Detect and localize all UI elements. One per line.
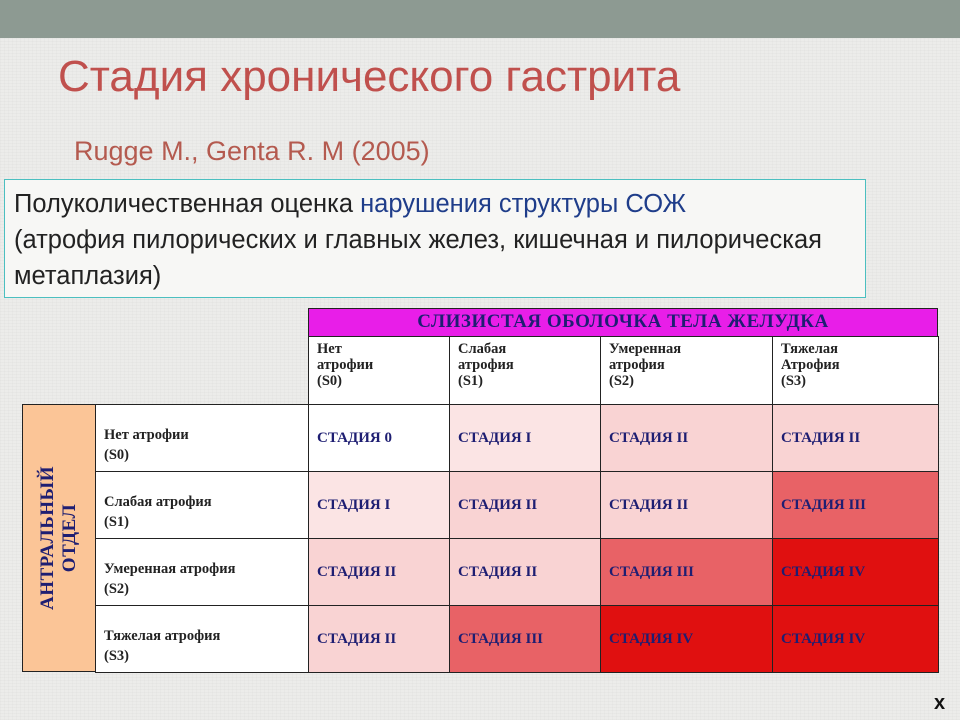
stage-cell: СТАДИЯ I — [308, 471, 450, 539]
row-group-header — [22, 404, 96, 672]
column-header-line1: Нет — [317, 341, 342, 357]
column-header-line2: атрофии — [317, 357, 374, 373]
description-text-part2: (атрофия пилорических и главных желез, кишечная и пилорическая метаплазия) — [14, 226, 822, 290]
column-header-line1: Слабая — [458, 341, 507, 357]
stage-cell: СТАДИЯ II — [600, 404, 773, 472]
row-header-label: Слабая атрофия — [104, 494, 212, 510]
column-header-line2: атрофия — [458, 357, 514, 373]
stage-cell: СТАДИЯ I — [449, 404, 601, 472]
column-header-line2: атрофия — [609, 357, 665, 373]
stage-cell: СТАДИЯ II — [600, 471, 773, 539]
stage-cell: СТАДИЯ II — [308, 538, 450, 606]
row-header-code: (S3) — [104, 648, 129, 664]
column-header-line1: Тяжелая — [781, 341, 838, 357]
row-group-header-line2: ОТДЕЛ — [59, 503, 81, 573]
description-box — [4, 179, 866, 298]
row-group-header-text — [37, 466, 81, 610]
row-header — [95, 605, 309, 673]
column-header-line1: Умеренная — [609, 341, 682, 357]
row-header — [95, 404, 309, 472]
column-header-line2: Атрофия — [781, 357, 840, 373]
column-header-line3: (S1) — [458, 373, 483, 389]
row-header-code: (S2) — [104, 581, 129, 597]
row-header — [95, 538, 309, 606]
stage-cell: СТАДИЯ III — [772, 471, 939, 539]
top-bar — [0, 0, 960, 38]
row-header — [95, 471, 309, 539]
stage-cell: СТАДИЯ II — [308, 605, 450, 673]
row-group-header-line1: АНТРАЛЬНЫЙ — [37, 465, 59, 611]
row-header-label: Умеренная атрофия — [104, 561, 236, 577]
stage-cell: СТАДИЯ II — [449, 471, 601, 539]
column-header — [308, 336, 450, 405]
slide-title: Стадия хронического гастрита — [58, 52, 681, 101]
column-header — [449, 336, 601, 405]
column-header-line3: (S0) — [317, 373, 342, 389]
slide-subtitle: Rugge M., Genta R. M (2005) — [74, 136, 430, 166]
stage-cell: СТАДИЯ IV — [772, 538, 939, 606]
close-icon[interactable]: x — [934, 692, 946, 714]
row-header-code: (S0) — [104, 447, 129, 463]
stage-cell: СТАДИЯ III — [449, 605, 601, 673]
stage-cell: СТАДИЯ 0 — [308, 404, 450, 472]
stage-cell: СТАДИЯ III — [600, 538, 773, 606]
row-header-label: Нет атрофии — [104, 427, 189, 443]
column-header — [600, 336, 773, 405]
column-header — [772, 336, 939, 405]
column-header-line3: (S3) — [781, 373, 806, 389]
stage-cell: СТАДИЯ IV — [772, 605, 939, 673]
column-group-header: СЛИЗИСТАЯ ОБОЛОЧКА ТЕЛА ЖЕЛУДКА — [308, 308, 938, 337]
stage-cell: СТАДИЯ II — [449, 538, 601, 606]
stage-cell: СТАДИЯ IV — [600, 605, 773, 673]
stage-cell: СТАДИЯ II — [772, 404, 939, 472]
column-header-line3: (S2) — [609, 373, 634, 389]
row-header-code: (S1) — [104, 514, 129, 530]
row-header-label: Тяжелая атрофия — [104, 628, 221, 644]
description-text-part1: Полуколичественная оценка — [14, 190, 361, 218]
description-highlight: нарушения структуры СОЖ — [360, 190, 687, 218]
